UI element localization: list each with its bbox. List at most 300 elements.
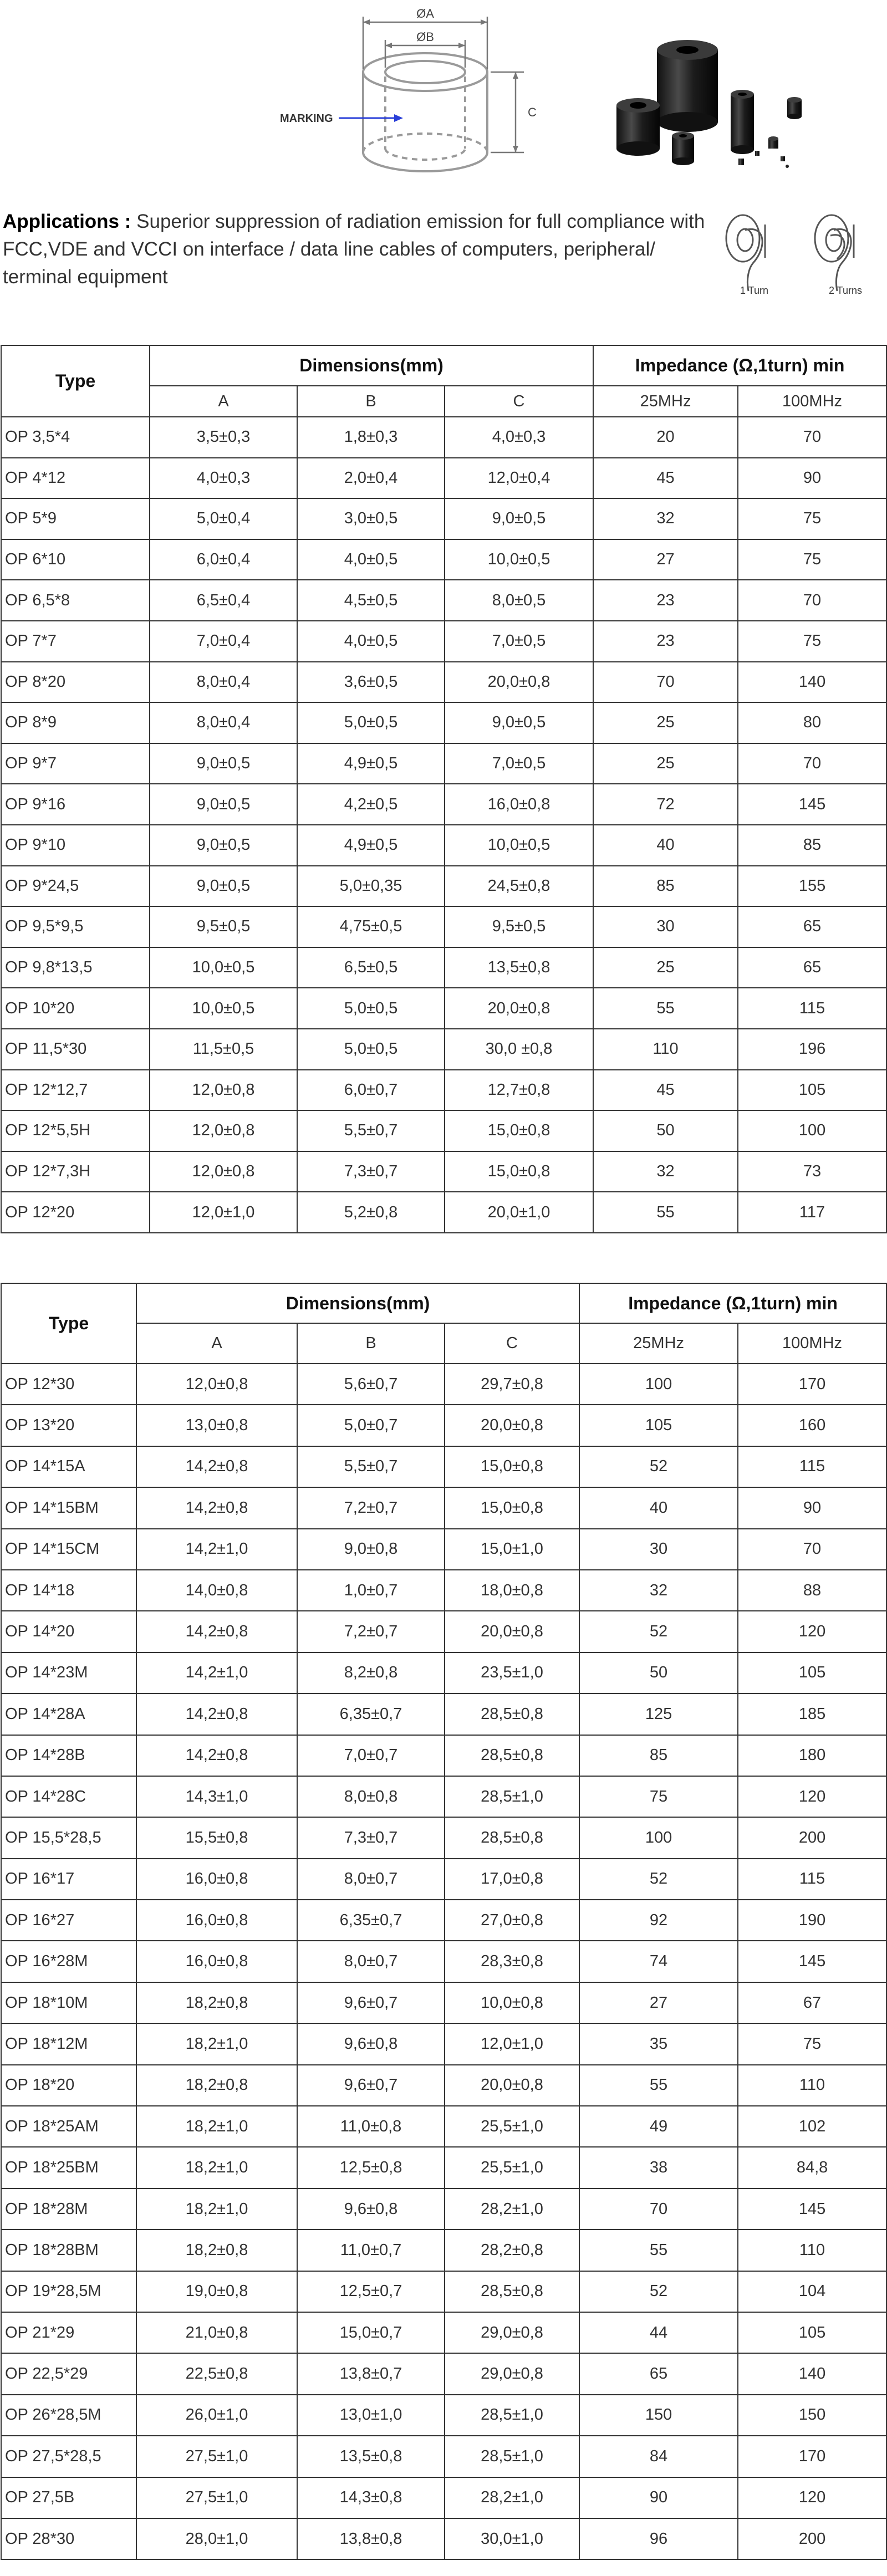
impedance-25mhz-cell: 30 — [593, 906, 738, 947]
table-row — [1, 2395, 886, 2436]
dim-a-cell: 14,2±0,8 — [136, 1487, 297, 1528]
impedance-100mhz-cell: 120 — [738, 2477, 886, 2518]
impedance-100mhz-cell: 84,8 — [738, 2147, 886, 2188]
dim-a-cell: 4,0±0,3 — [150, 458, 297, 499]
dim-a-cell: 18,2±1,0 — [136, 2106, 297, 2147]
dim-c-cell: 20,0±0,8 — [445, 662, 593, 703]
dimensions-header: Dimensions(mm) — [136, 1283, 579, 1323]
applications-text: Superior suppression of radiation emission for full compliance with FCC,VDE and VCCI on interface / data line cables of computers, peripheral/ terminal equipment — [3, 211, 705, 288]
impedance-25mhz-cell: 44 — [579, 2312, 738, 2353]
core-dimension-diagram — [280, 6, 546, 177]
impedance-25mhz-cell: 38 — [579, 2147, 738, 2188]
impedance-25mhz-cell: 55 — [579, 2230, 738, 2271]
dim-c-cell: 25,5±1,0 — [445, 2147, 579, 2188]
impedance-100mhz-cell: 196 — [738, 1029, 886, 1070]
dim-b-cell: 5,5±0,7 — [297, 1446, 445, 1487]
table-row — [1, 1859, 886, 1900]
impedance-100mhz-cell: 65 — [738, 947, 886, 988]
spec-table-2 — [1, 1283, 887, 2560]
dim-c-cell: 17,0±0,8 — [445, 1859, 579, 1900]
dim-b-cell: 14,3±0,8 — [297, 2477, 445, 2518]
impedance-25mhz-cell: 100 — [579, 1364, 738, 1405]
dim-a-cell: 12,0±0,8 — [150, 1151, 297, 1192]
dim-a-cell: 22,5±0,8 — [136, 2353, 297, 2394]
impedance-100mhz-cell: 170 — [738, 2436, 886, 2477]
impedance-25mhz-cell: 32 — [579, 1570, 738, 1611]
dim-c-cell: 28,2±0,8 — [445, 2230, 579, 2271]
table-row — [1, 743, 886, 784]
impedance-25mhz-cell: 74 — [579, 1941, 738, 1982]
dim-b-cell: 6,35±0,7 — [297, 1693, 445, 1735]
impedance-100mhz-cell: 140 — [738, 2353, 886, 2394]
dimensions-header: Dimensions(mm) — [150, 345, 593, 386]
dim-a-cell: 19,0±0,8 — [136, 2271, 297, 2312]
dim-c-cell: 30,0 ±0,8 — [445, 1029, 593, 1070]
dim-c-cell: 12,0±0,4 — [445, 458, 593, 499]
impedance-25mhz-cell: 100 — [579, 1817, 738, 1858]
impedance-25mhz-cell: 52 — [579, 2271, 738, 2312]
type-cell: OP 9,5*9,5 — [1, 906, 150, 947]
winding-turns-diagram — [721, 208, 870, 302]
impedance-100mhz-cell: 67 — [738, 1982, 886, 2023]
impedance-100mhz-cell: 110 — [738, 2065, 886, 2106]
dim-b-cell: 7,2±0,7 — [297, 1611, 445, 1652]
type-cell: OP 14*15CM — [1, 1529, 136, 1570]
applications-label: Applications : — [3, 211, 131, 232]
impedance-25mhz-cell: 35 — [579, 2023, 738, 2064]
dim-a-label: ØA — [416, 7, 434, 21]
impedance-25mhz-cell: 25 — [593, 702, 738, 743]
dim-b-cell: 6,5±0,5 — [297, 947, 445, 988]
dim-b-cell: 11,0±0,7 — [297, 2230, 445, 2271]
impedance-100mhz-cell: 105 — [738, 1070, 886, 1111]
dim-a-cell: 10,0±0,5 — [150, 988, 297, 1029]
dim-a-cell: 14,2±0,8 — [136, 1446, 297, 1487]
dim-c-cell: 10,0±0,8 — [445, 1982, 579, 2023]
impedance-25mhz-cell: 55 — [579, 2065, 738, 2106]
dim-a-cell: 16,0±0,8 — [136, 1941, 297, 1982]
dim-c-cell: 9,5±0,5 — [445, 906, 593, 947]
dim-b-cell: 9,6±0,7 — [297, 2065, 445, 2106]
table-row — [1, 988, 886, 1029]
impedance-100mhz-cell: 115 — [738, 1859, 886, 1900]
dim-c-cell: 20,0±1,0 — [445, 1192, 593, 1233]
dim-c-cell: 28,5±0,8 — [445, 1735, 579, 1776]
impedance-100mhz-cell: 75 — [738, 498, 886, 539]
table-body — [1, 417, 886, 1233]
impedance-25mhz-cell: 125 — [579, 1693, 738, 1735]
impedance-100mhz-cell: 150 — [738, 2395, 886, 2436]
impedance-25mhz-cell: 70 — [593, 662, 738, 703]
impedance-25mhz-cell: 72 — [593, 784, 738, 825]
impedance-25mhz-cell: 27 — [579, 1982, 738, 2023]
table-row — [1, 662, 886, 703]
impedance-25mhz-cell: 65 — [579, 2353, 738, 2394]
table-row — [1, 1776, 886, 1817]
impedance-100mhz-cell: 75 — [738, 539, 886, 580]
dim-b-cell: 5,5±0,7 — [297, 1110, 445, 1151]
dim-b-cell: 7,0±0,7 — [297, 1735, 445, 1776]
dim-a-cell: 14,3±1,0 — [136, 1776, 297, 1817]
dim-c-cell: 12,7±0,8 — [445, 1070, 593, 1111]
dim-a-cell: 8,0±0,4 — [150, 662, 297, 703]
freq-25mhz-header: 25MHz — [593, 386, 738, 417]
dim-a-cell: 11,5±0,5 — [150, 1029, 297, 1070]
dim-b-cell: 2,0±0,4 — [297, 458, 445, 499]
dim-c-cell: 18,0±0,8 — [445, 1570, 579, 1611]
dim-b-cell: 9,0±0,8 — [297, 1529, 445, 1570]
impedance-25mhz-cell: 52 — [579, 1446, 738, 1487]
impedance-100mhz-cell: 70 — [738, 417, 886, 458]
impedance-25mhz-cell: 40 — [579, 1487, 738, 1528]
table-row — [1, 1151, 886, 1192]
dim-c-cell: 15,0±0,8 — [445, 1487, 579, 1528]
impedance-100mhz-cell: 117 — [738, 1192, 886, 1233]
impedance-25mhz-cell: 27 — [593, 539, 738, 580]
dim-b-cell: 5,0±0,5 — [297, 988, 445, 1029]
impedance-100mhz-cell: 200 — [738, 2518, 886, 2559]
table-row — [1, 1446, 886, 1487]
spec-table-1 — [1, 345, 887, 1233]
type-cell: OP 9*10 — [1, 825, 150, 866]
ferrite-cores-image — [610, 28, 843, 188]
type-cell: OP 27,5B — [1, 2477, 136, 2518]
dim-c-cell: 7,0±0,5 — [445, 743, 593, 784]
table-row — [1, 2312, 886, 2353]
one-turn-label: 1 Turn — [740, 285, 769, 296]
col-a-header: A — [136, 1323, 297, 1364]
table-row — [1, 2023, 886, 2064]
type-cell: OP 9*24,5 — [1, 866, 150, 907]
type-cell: OP 7*7 — [1, 621, 150, 662]
type-cell: OP 18*20 — [1, 2065, 136, 2106]
impedance-100mhz-cell: 115 — [738, 988, 886, 1029]
table-row — [1, 2518, 886, 2559]
col-c-header: C — [445, 1323, 579, 1364]
type-cell: OP 26*28,5M — [1, 2395, 136, 2436]
impedance-25mhz-cell: 105 — [579, 1405, 738, 1446]
impedance-25mhz-cell: 84 — [579, 2436, 738, 2477]
table-row — [1, 784, 886, 825]
impedance-25mhz-cell: 85 — [593, 866, 738, 907]
dim-c-cell: 20,0±0,8 — [445, 2065, 579, 2106]
type-cell: OP 18*28BM — [1, 2230, 136, 2271]
dim-b-cell: 4,2±0,5 — [297, 784, 445, 825]
dim-c-cell: 29,0±0,8 — [445, 2353, 579, 2394]
dim-a-cell: 6,0±0,4 — [150, 539, 297, 580]
table-row — [1, 2189, 886, 2230]
table-row — [1, 1364, 886, 1405]
type-cell: OP 12*12,7 — [1, 1070, 150, 1111]
table-row — [1, 2065, 886, 2106]
dim-a-cell: 7,0±0,4 — [150, 621, 297, 662]
dim-c-cell: 15,0±1,0 — [445, 1529, 579, 1570]
table-row — [1, 580, 886, 621]
dim-c-cell: 16,0±0,8 — [445, 784, 593, 825]
type-cell: OP 15,5*28,5 — [1, 1817, 136, 1858]
table-row — [1, 1070, 886, 1111]
dim-a-cell: 27,5±1,0 — [136, 2436, 297, 2477]
dim-a-cell: 12,0±0,8 — [150, 1070, 297, 1111]
type-header: Type — [1, 345, 150, 417]
impedance-100mhz-cell: 104 — [738, 2271, 886, 2312]
type-cell: OP 14*20 — [1, 1611, 136, 1652]
type-cell: OP 21*29 — [1, 2312, 136, 2353]
dim-a-cell: 18,2±0,8 — [136, 2065, 297, 2106]
impedance-25mhz-cell: 52 — [579, 1859, 738, 1900]
dim-c-cell: 9,0±0,5 — [445, 498, 593, 539]
impedance-25mhz-cell: 40 — [593, 825, 738, 866]
dim-b-cell: 4,0±0,5 — [297, 621, 445, 662]
dim-b-cell: 4,5±0,5 — [297, 580, 445, 621]
impedance-25mhz-cell: 75 — [579, 1776, 738, 1817]
type-cell: OP 11,5*30 — [1, 1029, 150, 1070]
table-row — [1, 1735, 886, 1776]
dim-c-cell: 9,0±0,5 — [445, 702, 593, 743]
table-row — [1, 1693, 886, 1735]
impedance-25mhz-cell: 55 — [593, 1192, 738, 1233]
dim-c-cell: 23,5±1,0 — [445, 1652, 579, 1693]
dim-b-cell: 8,2±0,8 — [297, 1652, 445, 1693]
freq-100mhz-header: 100MHz — [738, 1323, 886, 1364]
impedance-25mhz-cell: 55 — [593, 988, 738, 1029]
table-row — [1, 2230, 886, 2271]
table-row — [1, 1529, 886, 1570]
table-row — [1, 2436, 886, 2477]
type-cell: OP 6*10 — [1, 539, 150, 580]
dim-b-cell: 4,0±0,5 — [297, 539, 445, 580]
table-row — [1, 1570, 886, 1611]
dim-a-cell: 14,2±0,8 — [136, 1611, 297, 1652]
dim-a-cell: 3,5±0,3 — [150, 417, 297, 458]
dim-b-cell: 6,0±0,7 — [297, 1070, 445, 1111]
type-cell: OP 9,8*13,5 — [1, 947, 150, 988]
table-row — [1, 1611, 886, 1652]
col-a-header: A — [150, 386, 297, 417]
table-row — [1, 1487, 886, 1528]
table-row — [1, 1900, 886, 1941]
dim-a-cell: 28,0±1,0 — [136, 2518, 297, 2559]
table-row — [1, 702, 886, 743]
dim-b-cell: 5,0±0,5 — [297, 702, 445, 743]
impedance-25mhz-cell: 45 — [593, 1070, 738, 1111]
impedance-100mhz-cell: 145 — [738, 2189, 886, 2230]
type-cell: OP 9*16 — [1, 784, 150, 825]
dim-c-cell: 28,2±1,0 — [445, 2477, 579, 2518]
impedance-100mhz-cell: 88 — [738, 1570, 886, 1611]
dim-b-cell: 5,0±0,7 — [297, 1405, 445, 1446]
col-b-header: B — [297, 1323, 445, 1364]
dim-b-cell: 3,6±0,5 — [297, 662, 445, 703]
table-row — [1, 458, 886, 499]
impedance-100mhz-cell: 65 — [738, 906, 886, 947]
impedance-100mhz-cell: 190 — [738, 1900, 886, 1941]
dim-c-cell: 28,5±0,8 — [445, 1693, 579, 1735]
dim-b-cell: 13,8±0,8 — [297, 2518, 445, 2559]
impedance-25mhz-cell: 50 — [579, 1652, 738, 1693]
dim-c-cell: 28,3±0,8 — [445, 1941, 579, 1982]
dim-b-cell: 8,0±0,7 — [297, 1941, 445, 1982]
dim-a-cell: 9,0±0,5 — [150, 866, 297, 907]
table-row — [1, 1817, 886, 1858]
impedance-header: Impedance (Ω,1turn) min — [579, 1283, 886, 1323]
type-cell: OP 28*30 — [1, 2518, 136, 2559]
type-cell: OP 13*20 — [1, 1405, 136, 1446]
dim-b-cell: 9,6±0,8 — [297, 2023, 445, 2064]
dim-a-cell: 8,0±0,4 — [150, 702, 297, 743]
dim-c-cell: 29,7±0,8 — [445, 1364, 579, 1405]
impedance-25mhz-cell: 92 — [579, 1900, 738, 1941]
impedance-25mhz-cell: 32 — [593, 1151, 738, 1192]
impedance-100mhz-cell: 200 — [738, 1817, 886, 1858]
dim-c-cell: 15,0±0,8 — [445, 1110, 593, 1151]
type-cell: OP 14*28C — [1, 1776, 136, 1817]
dim-c-label: C — [528, 105, 537, 119]
dim-a-cell: 9,0±0,5 — [150, 743, 297, 784]
table-row — [1, 621, 886, 662]
col-b-header: B — [297, 386, 445, 417]
dim-a-cell: 21,0±0,8 — [136, 2312, 297, 2353]
impedance-25mhz-cell: 110 — [593, 1029, 738, 1070]
table-row — [1, 1652, 886, 1693]
marking-label: MARKING — [280, 113, 333, 125]
type-cell: OP 14*18 — [1, 1570, 136, 1611]
dim-a-cell: 14,2±1,0 — [136, 1652, 297, 1693]
impedance-25mhz-cell: 30 — [579, 1529, 738, 1570]
type-cell: OP 18*25BM — [1, 2147, 136, 2188]
impedance-25mhz-cell: 50 — [593, 1110, 738, 1151]
impedance-100mhz-cell: 80 — [738, 702, 886, 743]
type-cell: OP 19*28,5M — [1, 2271, 136, 2312]
dim-a-cell: 15,5±0,8 — [136, 1817, 297, 1858]
col-c-header: C — [445, 386, 593, 417]
dim-b-cell: 7,2±0,7 — [297, 1487, 445, 1528]
impedance-25mhz-cell: 49 — [579, 2106, 738, 2147]
dim-c-cell: 27,0±0,8 — [445, 1900, 579, 1941]
type-cell: OP 14*28A — [1, 1693, 136, 1735]
dim-c-cell: 25,5±1,0 — [445, 2106, 579, 2147]
dim-b-cell: 4,9±0,5 — [297, 743, 445, 784]
type-cell: OP 6,5*8 — [1, 580, 150, 621]
impedance-100mhz-cell: 73 — [738, 1151, 886, 1192]
dim-a-cell: 18,2±0,8 — [136, 1982, 297, 2023]
dim-b-cell: 5,0±0,35 — [297, 866, 445, 907]
dim-a-cell: 14,2±1,0 — [136, 1529, 297, 1570]
dim-a-cell: 13,0±0,8 — [136, 1405, 297, 1446]
dim-b-cell: 4,9±0,5 — [297, 825, 445, 866]
dim-b-cell: 6,35±0,7 — [297, 1900, 445, 1941]
dim-a-cell: 12,0±0,8 — [136, 1364, 297, 1405]
impedance-100mhz-cell: 140 — [738, 662, 886, 703]
dim-c-cell: 20,0±0,8 — [445, 1405, 579, 1446]
impedance-25mhz-cell: 23 — [593, 621, 738, 662]
type-cell: OP 16*28M — [1, 1941, 136, 1982]
dim-b-cell: 7,3±0,7 — [297, 1151, 445, 1192]
dim-a-cell: 12,0±0,8 — [150, 1110, 297, 1151]
dim-b-cell: 5,0±0,5 — [297, 1029, 445, 1070]
dim-b-cell: 12,5±0,7 — [297, 2271, 445, 2312]
impedance-100mhz-cell: 170 — [738, 1364, 886, 1405]
type-cell: OP 27,5*28,5 — [1, 2436, 136, 2477]
impedance-25mhz-cell: 90 — [579, 2477, 738, 2518]
table-row — [1, 1192, 886, 1233]
impedance-100mhz-cell: 102 — [738, 2106, 886, 2147]
table-row — [1, 2271, 886, 2312]
dim-a-cell: 5,0±0,4 — [150, 498, 297, 539]
impedance-100mhz-cell: 115 — [738, 1446, 886, 1487]
dim-b-cell: 8,0±0,8 — [297, 1776, 445, 1817]
type-cell: OP 12*5,5H — [1, 1110, 150, 1151]
table-row — [1, 417, 886, 458]
applications-paragraph — [3, 208, 707, 291]
dim-c-cell: 28,5±1,0 — [445, 2436, 579, 2477]
impedance-100mhz-cell: 110 — [738, 2230, 886, 2271]
impedance-100mhz-cell: 70 — [738, 743, 886, 784]
impedance-100mhz-cell: 160 — [738, 1405, 886, 1446]
freq-25mhz-header: 25MHz — [579, 1323, 738, 1364]
impedance-100mhz-cell: 70 — [738, 1529, 886, 1570]
dim-a-cell: 27,5±1,0 — [136, 2477, 297, 2518]
dim-b-cell: 9,6±0,7 — [297, 1982, 445, 2023]
impedance-25mhz-cell: 96 — [579, 2518, 738, 2559]
dim-b-cell: 9,6±0,8 — [297, 2189, 445, 2230]
dim-a-cell: 14,2±0,8 — [136, 1735, 297, 1776]
type-cell: OP 18*10M — [1, 1982, 136, 2023]
dim-a-cell: 18,2±1,0 — [136, 2147, 297, 2188]
impedance-25mhz-cell: 32 — [593, 498, 738, 539]
dim-c-cell: 29,0±0,8 — [445, 2312, 579, 2353]
dim-b-cell: 5,2±0,8 — [297, 1192, 445, 1233]
impedance-100mhz-cell: 120 — [738, 1776, 886, 1817]
type-cell: OP 18*25AM — [1, 2106, 136, 2147]
dim-b-cell: 13,0±1,0 — [297, 2395, 445, 2436]
dim-c-cell: 24,5±0,8 — [445, 866, 593, 907]
impedance-25mhz-cell: 23 — [593, 580, 738, 621]
dim-c-cell: 10,0±0,5 — [445, 539, 593, 580]
impedance-25mhz-cell: 45 — [593, 458, 738, 499]
dim-a-cell: 9,5±0,5 — [150, 906, 297, 947]
type-header: Type — [1, 1283, 136, 1364]
dim-c-cell: 28,5±0,8 — [445, 1817, 579, 1858]
dim-c-cell: 28,5±0,8 — [445, 2271, 579, 2312]
impedance-header: Impedance (Ω,1turn) min — [593, 345, 886, 386]
type-cell: OP 16*27 — [1, 1900, 136, 1941]
dim-b-cell: 4,75±0,5 — [297, 906, 445, 947]
impedance-25mhz-cell: 85 — [579, 1735, 738, 1776]
dim-c-cell: 12,0±1,0 — [445, 2023, 579, 2064]
dim-c-cell: 7,0±0,5 — [445, 621, 593, 662]
impedance-100mhz-cell: 155 — [738, 866, 886, 907]
impedance-100mhz-cell: 185 — [738, 1693, 886, 1735]
dim-b-cell: 13,5±0,8 — [297, 2436, 445, 2477]
table-row — [1, 498, 886, 539]
type-cell: OP 14*15BM — [1, 1487, 136, 1528]
type-cell: OP 18*12M — [1, 2023, 136, 2064]
table-row — [1, 2106, 886, 2147]
dim-a-cell: 9,0±0,5 — [150, 825, 297, 866]
dim-a-cell: 26,0±1,0 — [136, 2395, 297, 2436]
dim-b-cell: 1,8±0,3 — [297, 417, 445, 458]
impedance-100mhz-cell: 90 — [738, 1487, 886, 1528]
type-cell: OP 3,5*4 — [1, 417, 150, 458]
table-body — [1, 1364, 886, 2559]
dim-a-cell: 18,2±1,0 — [136, 2189, 297, 2230]
dim-a-cell: 14,2±0,8 — [136, 1693, 297, 1735]
table-row — [1, 2147, 886, 2188]
table-row — [1, 906, 886, 947]
two-turns-label: 2 Turns — [829, 285, 863, 296]
type-cell: OP 18*28M — [1, 2189, 136, 2230]
